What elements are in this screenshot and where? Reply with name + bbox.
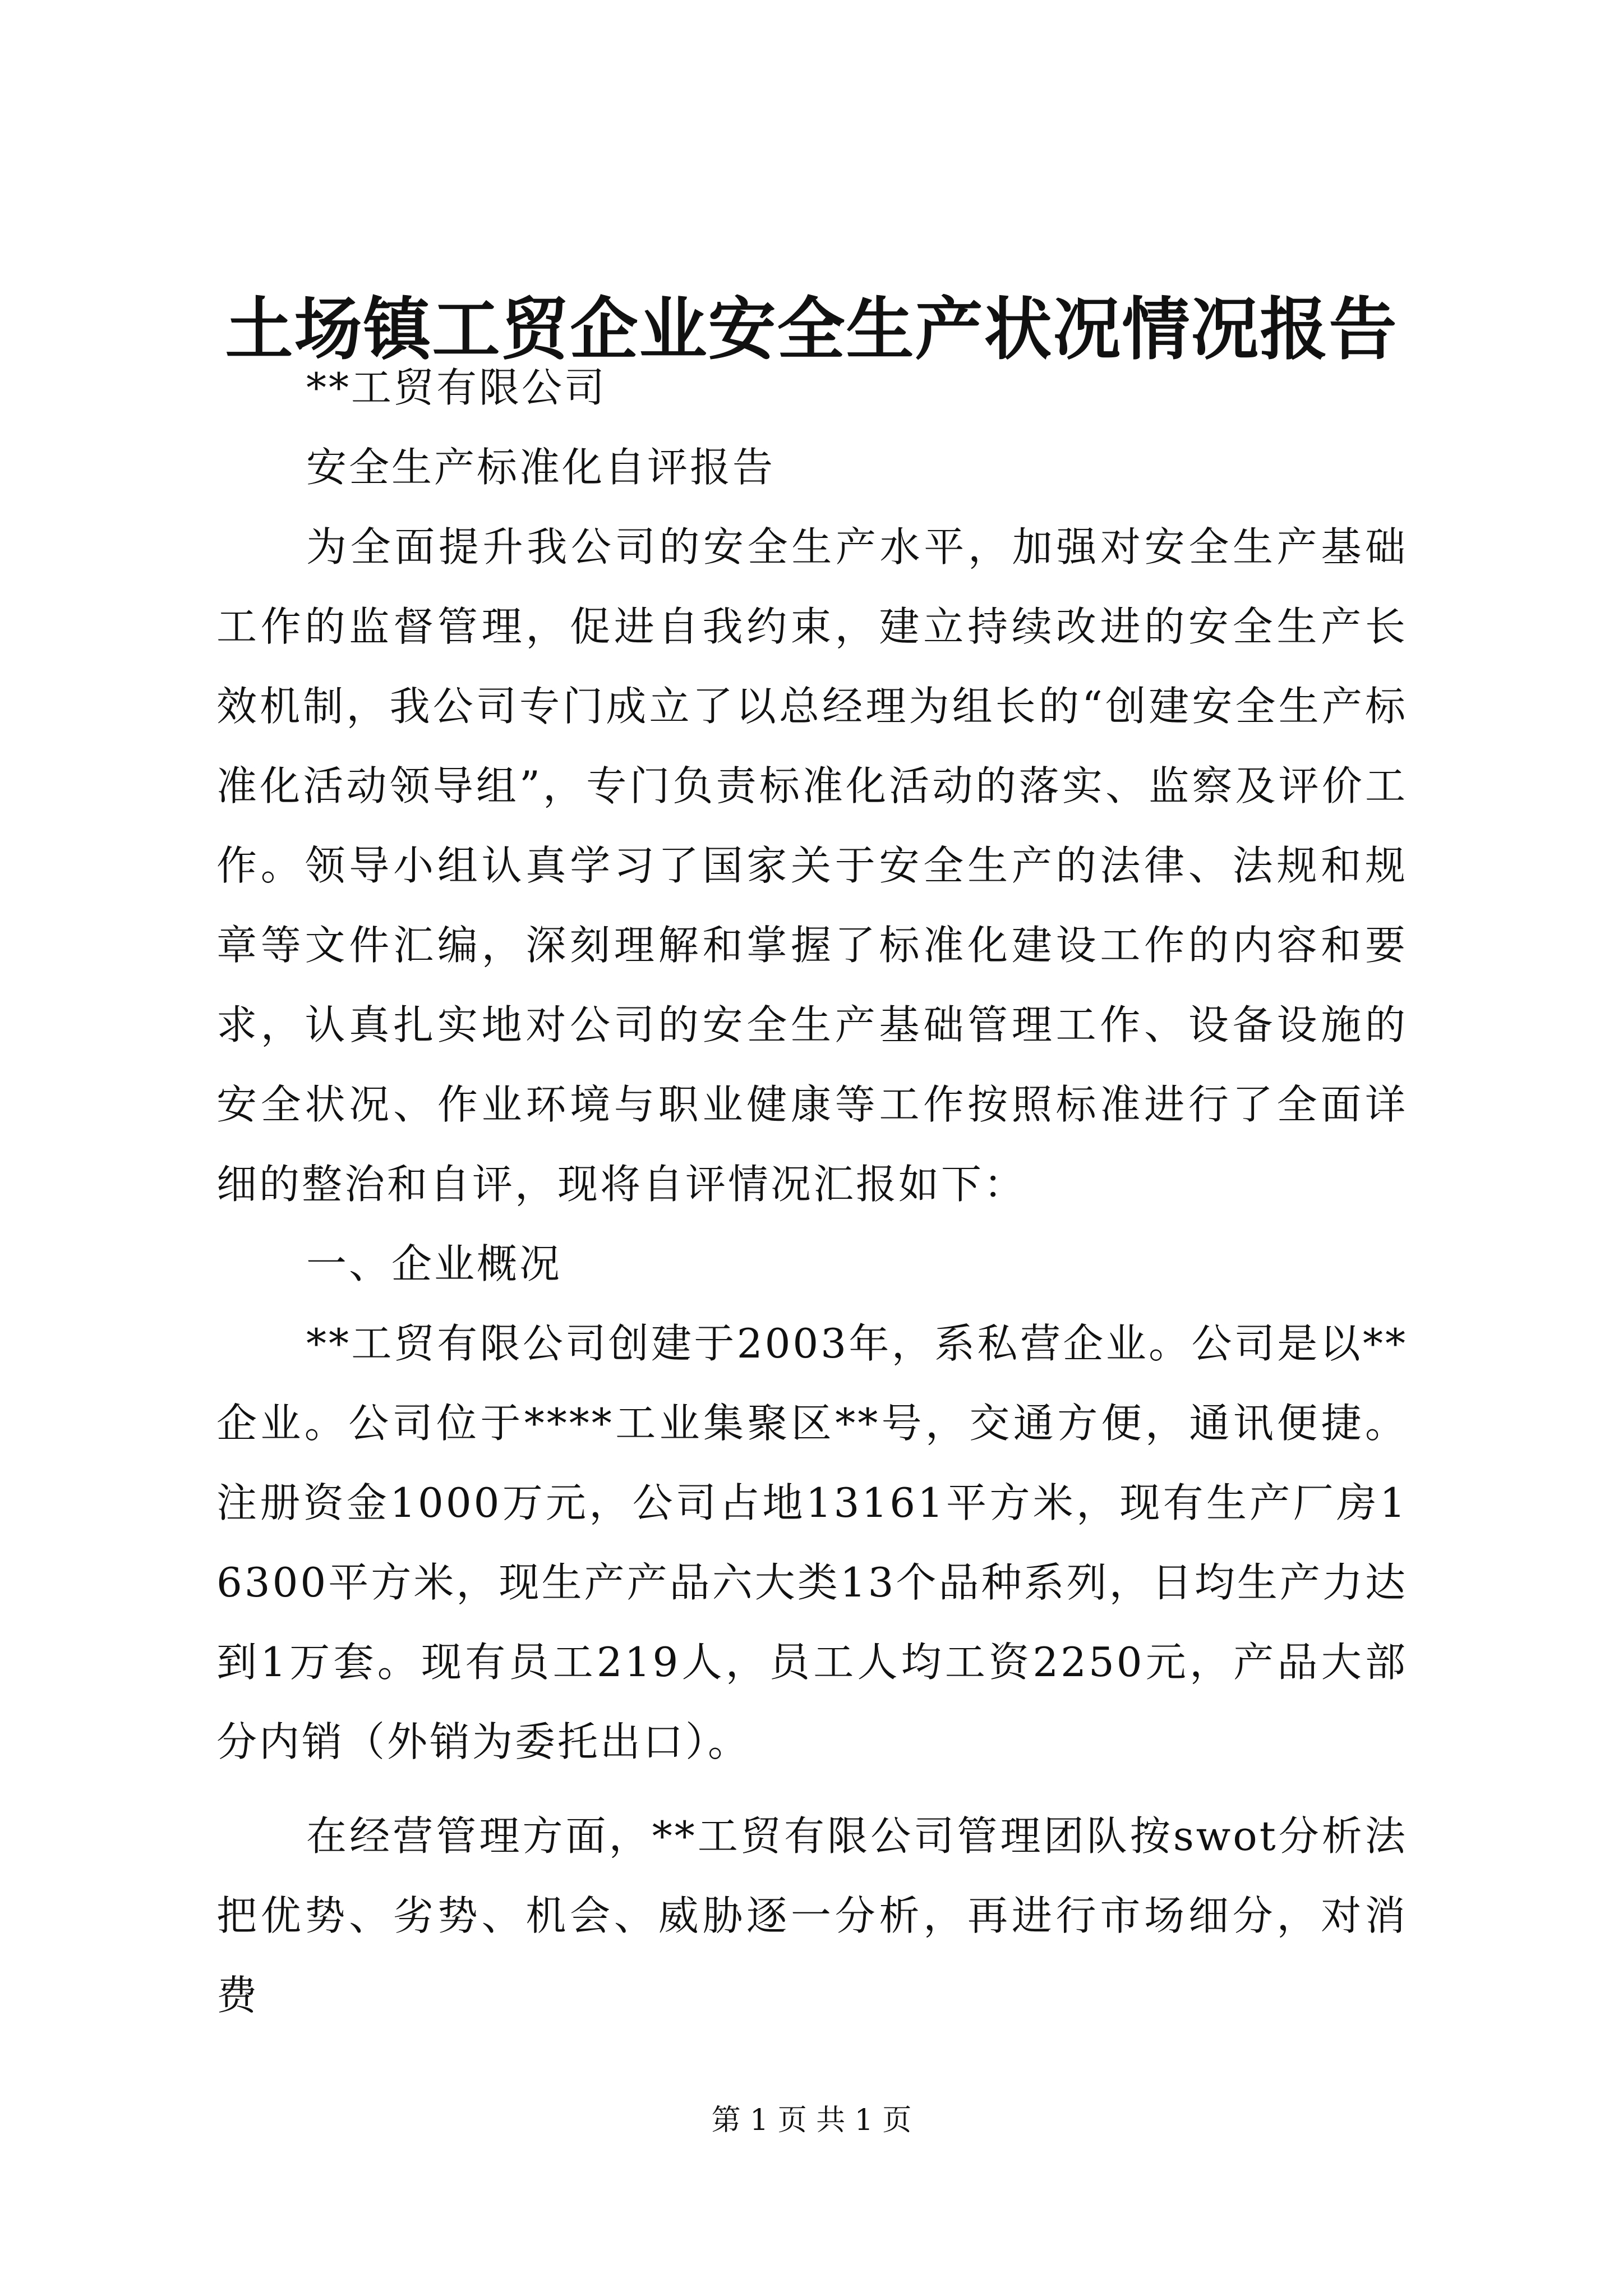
intro-paragraph: 为全面提升我公司的安全生产水平，加强对安全生产基础工作的监督管理，促进自我约束，建立持续改进的安全生产长效机制，我公司专门成立了以总经理为组长的“创建安全生产标准化活动领导组”，专门负责标准化活动的落实、监察及评价工作。领导小组认真学习了国家关于安全生产的法律、法规和规章等文件汇编，深刻理解和掌握了标准化建设工作的内容和要求，认真扎实地对公司的安全生产基础管理工作、设备设施的安全状况、作业环境与职业健康等工作按照标准进行了全面详细的整治和自评，现将自评情况汇报如下： bbox=[216, 523, 1408, 1208]
document-title: 土场镇工贸企业安全生产状况情况报告 bbox=[225, 289, 1398, 369]
report-subtitle-line: 安全生产标准化自评报告 bbox=[306, 444, 776, 491]
page-footer: 第 1 页 共 1 页 bbox=[711, 2104, 912, 2137]
document-body bbox=[216, 348, 1408, 2035]
company-name-line: **工贸有限公司 bbox=[306, 364, 607, 411]
section-heading-overview: 一、企业概况 bbox=[306, 1240, 562, 1287]
overview-paragraph: **工贸有限公司创建于2003年，系私营企业。公司是以**企业。公司位于****工业集聚区**号，交通方便，通讯便捷。注册资金1000万元，公司占地13161平方米，现有生产厂房16300平方米，现生产产品六大类13个品种系列，日均生产力达到1万套。现有员工219人，员工人均工资2250元，产品大部分内销（外销为委托出口）。 bbox=[216, 1320, 1408, 1765]
management-paragraph: 在经营管理方面，**工贸有限公司管理团队按swot分析法把优势、劣势、机会、威胁逐一分析，再进行市场细分，对消费 bbox=[216, 1812, 1408, 2019]
